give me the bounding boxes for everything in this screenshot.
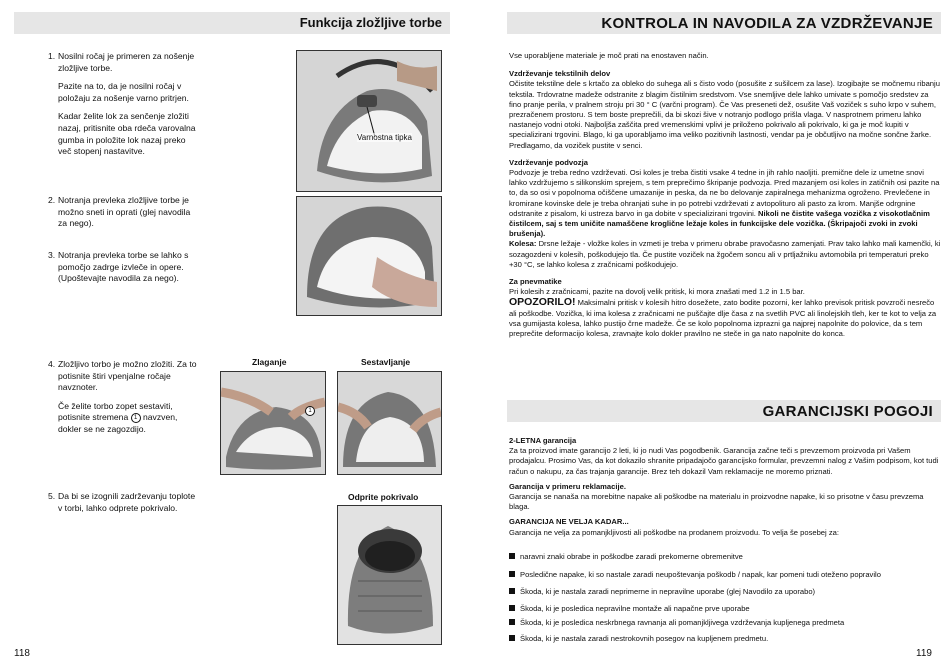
step-text: navzven, dokler se ne zagozdijo. bbox=[58, 412, 178, 434]
step-2 bbox=[48, 195, 198, 237]
step-1 bbox=[48, 51, 198, 165]
exclusion-item: Posledične napake, ki so nastale zaradi neupoštevanja poškodb / napak, kar pomeni tudi oteženo popravilo bbox=[509, 570, 881, 579]
bullet-square-icon bbox=[509, 605, 515, 611]
maintenance-title: KONTROLA IN NAVODILA ZA VZDRŽEVANJE bbox=[601, 15, 933, 32]
bullet-square-icon bbox=[509, 588, 515, 594]
step-number: 1. bbox=[48, 51, 56, 61]
step-text: Notranja prevleka torbe se lahko s pomočjo zadrge izvleče in opere. (Upoštevajte navodila za nego). bbox=[58, 250, 189, 284]
chassis-warning-text: Nikoli ne čistite vašega vozička z visokotlačnim čistilcem, saj s tem uničite namaščene kroglične ležaje koles in funkcijske dele vozička. (Škripajoči zvoki in zvoki brušenja). bbox=[509, 208, 930, 239]
step-3 bbox=[48, 250, 198, 292]
photo-fold bbox=[220, 371, 326, 475]
step-text: Zložljivo torbo je možno zložiti. Za to potisnite štiri vpenjalne ročaje navznoter. bbox=[58, 359, 197, 393]
marker-circle-icon: 1 bbox=[131, 413, 141, 423]
caption-assemble: Sestavljanje bbox=[361, 357, 411, 367]
inner-lining-illustration bbox=[297, 197, 441, 315]
left-title-bar bbox=[14, 12, 450, 34]
left-page-number: 118 bbox=[14, 648, 30, 659]
step-5 bbox=[48, 491, 198, 521]
tires-text: Pri kolesih z zračnicami, pazite na dovolj velik pritisk, ki mora znašati med 1.2 in 1.5 bar. bbox=[509, 287, 805, 297]
right-page-number: 119 bbox=[916, 648, 932, 659]
warranty-title: GARANCIJSKI POGOJI bbox=[762, 403, 933, 420]
claim-heading: Garancija v primeru reklamacije. bbox=[509, 481, 626, 491]
intro-text: Vse uporabljene materiale je moč prati na enostaven način. bbox=[509, 51, 709, 60]
exclusion-item: naravni znaki obrabe in poškodbe zaradi prekomerne obremenitve bbox=[509, 552, 743, 561]
exclusion-item: Škoda, ki je posledica neskrbnega ravnanja ali pomanjkljivega vzdrževanja kupljenega predmeta bbox=[509, 618, 844, 627]
step-number: 3. bbox=[48, 250, 56, 260]
maintenance-text bbox=[509, 51, 942, 339]
folding-illustration bbox=[221, 372, 325, 474]
photo-cover bbox=[337, 505, 442, 645]
wheels-text: Drsne ležaje - vložke koles in vzmeti je treba v primeru obrabe pravočasno zamenjati. Prav tako lahko mali kamenčki, ki sozagozdeni v kolesih, poškodujejo tla. Če pustite voziček na žgočem soncu ali v prtljažniku avtomobila pri temperaturi preko +30 °C, se lahko kolesa z zračnicami poškodujejo. bbox=[509, 239, 941, 269]
step-text: Nosilni ročaj je primeren za nošenje zložljive torbe. bbox=[58, 51, 195, 73]
step-text: Pazite na to, da je nosilni ročaj v položaju za nošenje varno pritrjen. bbox=[58, 81, 189, 103]
exclusion-item: Škoda, ki je nastala zaradi neprimerne in nepravilne uporabe (glej Navodilo za uporabo) bbox=[509, 587, 815, 596]
left-page-title: Funkcija zložljive torbe bbox=[299, 15, 442, 30]
assembling-illustration bbox=[338, 372, 441, 474]
step-text: Če želite torbo zopet sestaviti, potisnite stremena bbox=[58, 400, 173, 423]
bullet-square-icon bbox=[509, 619, 515, 625]
open-cover-illustration bbox=[338, 506, 441, 644]
step-4 bbox=[48, 359, 198, 436]
carrycot-handle-illustration bbox=[297, 51, 441, 191]
photo-inner-lining bbox=[296, 196, 442, 316]
warranty-text bbox=[509, 436, 942, 538]
chassis-heading: Vzdrževanje podvozja bbox=[509, 157, 588, 167]
step-number: 5. bbox=[48, 491, 56, 501]
callout-label: Varnostna tipka bbox=[357, 133, 412, 142]
exclusion-item: Škoda, ki je posledica nepravilne montaže ali napačne prve uporabe bbox=[509, 604, 750, 613]
warranty-2y-heading: 2-LETNA garancija bbox=[509, 436, 577, 445]
caption-cover: Odprite pokrivalo bbox=[348, 492, 419, 502]
caption-fold: Zlaganje bbox=[252, 357, 287, 367]
marker-circle-icon: 1 bbox=[305, 406, 315, 416]
tires-heading: Za pnevmatike bbox=[509, 277, 562, 287]
warning-text: Maksimalni pritisk v kolesih hitro dosežete, zato bodite pozorni, ker lahko previsok pritisk povzroči nesrečo ali poškodbe. Vozička, ki ima kolesa z zračnicami ne puščajte dlje časa z na svetlih PVC ali linolejskih tleh, ker te kot to velja za vsa gumijasta kolesa, lahko pustijo črne madeže. Če se kolo popolnoma izprazni ga najprej napolnite do polovice, da s tem preprečite deformacijo kolesa, zravnajte kolo dokler pravilno ne steče in ga nato napolnite do konca. bbox=[509, 298, 937, 339]
warranty-2y-text: Za ta proizvod imate garancijo 2 leti, ki jo nudi Vas pogodbenik. Garancija začne teči s prevzemom proizvoda pri Vašem prodajalcu. Prosimo Vas, da kot dokazilo shranite pripadajočo garancijsko formular, prevzemni nalog z Vašim podpisom, kot tudi račun o nakupu, za čas trajanja garancije. Brez teh dokazil Vam reklamacije ne moremo priznati. bbox=[509, 446, 939, 476]
bullet-square-icon bbox=[509, 571, 515, 577]
bullet-square-icon bbox=[509, 635, 515, 641]
warranty-title-bar bbox=[507, 400, 941, 422]
photo-assemble bbox=[337, 371, 442, 475]
maintenance-title-bar bbox=[507, 12, 941, 34]
textile-heading: Vzdrževanje tekstilnih delov bbox=[509, 69, 611, 79]
exclusion-item: Škoda, ki je nastala zaradi nestrokovnih posegov na kupljenem predmetu. bbox=[509, 634, 768, 643]
step-number: 4. bbox=[48, 359, 56, 369]
bullet-square-icon bbox=[509, 553, 515, 559]
wheels-label: Kolesa: bbox=[509, 239, 537, 249]
step-text: Notranja prevleka zložljive torbe je možno sneti in oprati (glej navodila za nego). bbox=[58, 195, 191, 229]
textile-text: Očistite tekstilne dele s krtačo za obleko do suhega ali s čisto vodo (posušite z sušilcem za lase). Izogibajte se močnemu ribanju tekstila. Trdovratne madeže odstranite z blagim čistilnim sredstvom. Vse snemljive dele lahko umivate s pomočjo sredstev za fino pranje perila, v pralnem stroju pri 30 ° C (varčni program). Če Vas preseneti dež, osušite Vaš voziček s suho krpo v suhem, prezračenem prostoru. S tem boste preprečili, da bi skozi šive v notranjo podlogo prišla vlaga. V nasprotnem primeru lahko nastanejo vodni otoki. Najboljša zaščita pred vremenskimi vplivi je priloženo pokrivalo ali pokrivalo, ki ga je moč kupiti v specializirani trgovini. Blago, ki ga uporabljamo ima veliko pozitivnih lastnosti, vendar pa je občutljivo na močne sončne žarke. Predlagamo, da voziček pustite v senci. bbox=[509, 79, 940, 150]
claim-text: Garancija se nanaša na morebitne napake ali poškodbe na materialu in proizvodne napake, ki so prisotne v času prevzema blaga. bbox=[509, 492, 924, 512]
exclusions-text: Garancija ne velja za pomanjkljivosti ali poškodbe na prodanem proizvodu. To velja še posebej za: bbox=[509, 527, 839, 537]
photo-handle bbox=[296, 50, 442, 192]
step-text: Da bi se izognili zadrževanju toplote v torbi, lahko odprete pokrivalo. bbox=[58, 491, 196, 513]
step-text: Kadar želite lok za senčenje zložiti nazaj, pritisnite oba rdeča varovalna gumba in položite lok nazaj preko več stopenj nastavitve. bbox=[58, 111, 196, 157]
chassis-text: Podvozje je treba redno vzdrževati. Osi koles je treba čistiti vsake 4 tedne in jih rahlo naoljiti. premične dele iz umetne snovi lahko vzdržujemo s silikonskim sprejem, s tem preprečimo škripanje podvozja. Pred mazanjem osi koles in zatičnih osi pazite na to, da so osi v popolnoma očiščene umazanije in peska, da ne bo delovanje zapiralnega mehanizma ogroženo. Prevlečene in kromirane kovinske dele je treba ohranjati suhe in po potrebi vzdrževati z avtopolituro ali pasto za krom. Manjše odrgnine odstranite z pisalom, ki ustreza barvo in ga dobite v specializirani trgovini. bbox=[509, 168, 940, 218]
exclusions-heading: GARANCIJA NE VELJA KADAR... bbox=[509, 517, 629, 527]
warning-label: OPOZORILO! bbox=[509, 296, 576, 309]
step-number: 2. bbox=[48, 195, 56, 205]
